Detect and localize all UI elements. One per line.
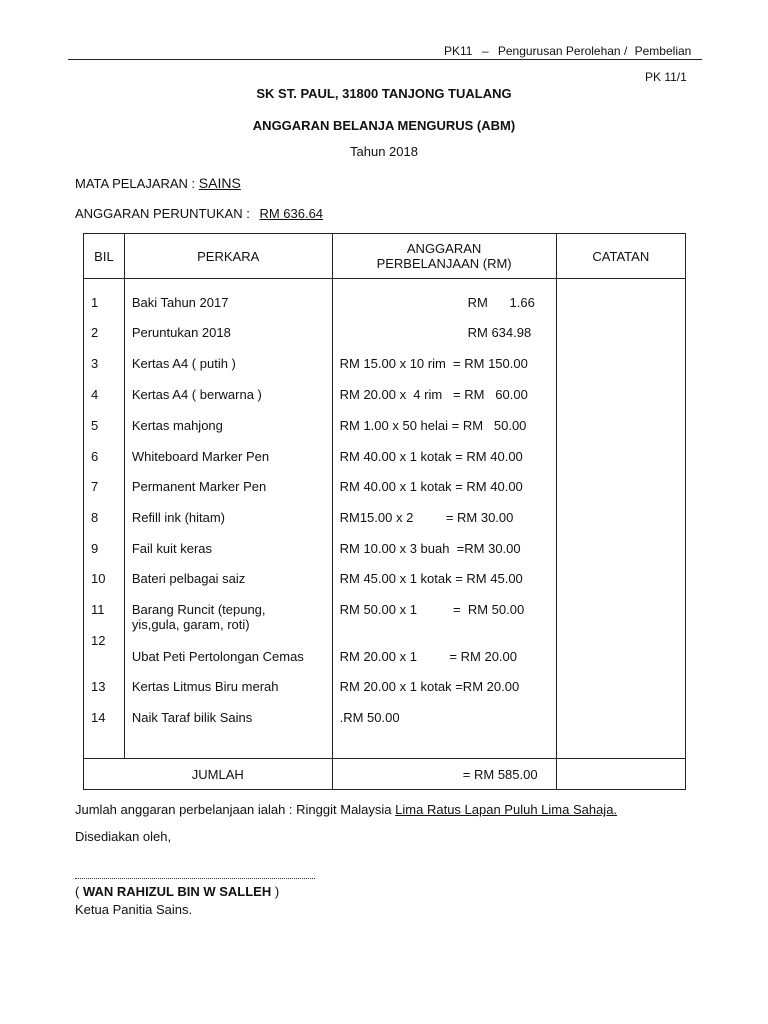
header-title-part1: Pengurusan Perolehan / — [497, 44, 628, 58]
table-header-row — [84, 234, 686, 279]
perkara-1: Baki Tahun 2017 — [131, 295, 229, 310]
amount-1: RM 1.66 — [467, 295, 535, 310]
signatory-name-line — [75, 884, 279, 899]
perkara-12: Ubat Peti Pertolongan Cemas — [131, 649, 304, 664]
table-body-row — [84, 279, 686, 759]
bil-6: 6 — [91, 449, 99, 464]
total-label: JUMLAH — [84, 759, 333, 790]
subject-line — [75, 175, 241, 191]
subject-value: SAINS — [198, 175, 241, 191]
budget-table — [83, 233, 686, 790]
bil-2: 2 — [91, 325, 99, 340]
perkara-13: Kertas Litmus Biru merah — [131, 679, 279, 694]
amount-5: RM 1.00 x 50 helai = RM 50.00 — [339, 418, 527, 433]
amount-14: .RM 50.00 — [339, 710, 400, 725]
bil-7: 7 — [91, 479, 99, 494]
amount-3: RM 15.00 x 10 rim = RM 150.00 — [339, 356, 528, 371]
header-catatan: CATATAN — [556, 234, 685, 279]
form-code — [444, 44, 691, 58]
bil-5: 5 — [91, 418, 99, 433]
amount-9: RM 10.00 x 3 buah =RM 30.00 — [339, 541, 521, 556]
perkara-8: Refill ink (hitam) — [131, 510, 226, 525]
form-reference: PK 11/1 — [645, 70, 687, 84]
summary-prefix: Jumlah anggaran perbelanjaan ialah : Ringgit Malaysia — [75, 802, 392, 817]
prepared-by: Disediakan oleh, — [75, 829, 172, 844]
bil-11: 11 — [91, 602, 105, 617]
total-value: = RM 585.00 — [332, 759, 556, 790]
header-title-part2: Pembelian — [634, 44, 692, 58]
allocation-value: RM 636.64 — [259, 206, 324, 221]
perkara-column — [124, 279, 332, 759]
anggaran-column — [332, 279, 556, 759]
bil-14: 14 — [91, 710, 106, 725]
amount-8: RM15.00 x 2 = RM 30.00 — [339, 510, 514, 525]
perkara-3: Kertas A4 ( putih ) — [131, 356, 236, 371]
amount-12: RM 20.00 x 1 = RM 20.00 — [339, 649, 517, 664]
signatory-position: Ketua Panitia Sains. — [75, 902, 193, 917]
allocation-line — [75, 206, 323, 221]
header-bil: BIL — [84, 234, 125, 279]
bil-8: 8 — [91, 510, 99, 525]
amount-4: RM 20.00 x 4 rim = RM 60.00 — [339, 387, 528, 402]
header-rule — [68, 59, 702, 60]
bil-12: 12 — [91, 633, 106, 648]
amount-6: RM 40.00 x 1 kotak = RM 40.00 — [339, 449, 523, 464]
perkara-7: Permanent Marker Pen — [131, 479, 267, 494]
perkara-10: Bateri pelbagai saiz — [131, 571, 246, 586]
summary-line — [75, 802, 617, 817]
perkara-2: Peruntukan 2018 — [131, 325, 231, 340]
signatory-name: WAN RAHIZUL BIN W SALLEH — [82, 884, 272, 899]
total-row — [84, 759, 686, 790]
bil-10: 10 — [91, 571, 106, 586]
subject-label: MATA PELAJARAN : — [75, 176, 196, 191]
header-perkara: PERKARA — [124, 234, 332, 279]
signature-line — [75, 878, 315, 879]
amount-13: RM 20.00 x 1 kotak =RM 20.00 — [339, 679, 520, 694]
form-code-text: PK11 — [444, 44, 473, 58]
bil-9: 9 — [91, 541, 99, 556]
bil-1: 1 — [91, 295, 99, 310]
perkara-4: Kertas A4 ( berwarna ) — [131, 387, 262, 402]
document-title: ANGGARAN BELANJA MENGURUS (ABM) — [252, 118, 516, 133]
summary-words: Lima Ratus Lapan Puluh Lima Sahaja. — [395, 802, 618, 817]
header-anggaran-line1: ANGGARAN — [406, 241, 482, 256]
perkara-5: Kertas mahjong — [131, 418, 223, 433]
perkara-11-line2: yis,gula, garam, roti) — [131, 617, 250, 632]
document-year: Tahun 2018 — [350, 144, 418, 159]
allocation-label: ANGGARAN PERUNTUKAN : — [75, 206, 250, 221]
total-catatan — [556, 759, 685, 790]
perkara-9: Fail kuit keras — [131, 541, 213, 556]
perkara-14: Naik Taraf bilik Sains — [131, 710, 253, 725]
signatory-close-paren: ) — [274, 884, 280, 899]
bil-3: 3 — [91, 356, 99, 371]
amount-7: RM 40.00 x 1 kotak = RM 40.00 — [339, 479, 523, 494]
header-anggaran-line2: PERBELANJAAN (RM) — [376, 256, 512, 271]
amount-2: RM 634.98 — [467, 325, 532, 340]
bil-13: 13 — [91, 679, 106, 694]
perkara-11: Barang Runcit (tepung, — [131, 602, 266, 617]
header-anggaran — [332, 234, 556, 279]
bil-4: 4 — [91, 387, 99, 402]
signatory-open-paren: ( — [75, 884, 80, 899]
catatan-column — [556, 279, 685, 759]
amount-10: RM 45.00 x 1 kotak = RM 45.00 — [339, 571, 523, 586]
header-dash: – — [481, 44, 489, 58]
perkara-6: Whiteboard Marker Pen — [131, 449, 270, 464]
school-name: SK ST. PAUL, 31800 TANJONG TUALANG — [256, 86, 512, 101]
bil-column — [84, 279, 125, 759]
amount-11: RM 50.00 x 1 = RM 50.00 — [339, 602, 525, 617]
